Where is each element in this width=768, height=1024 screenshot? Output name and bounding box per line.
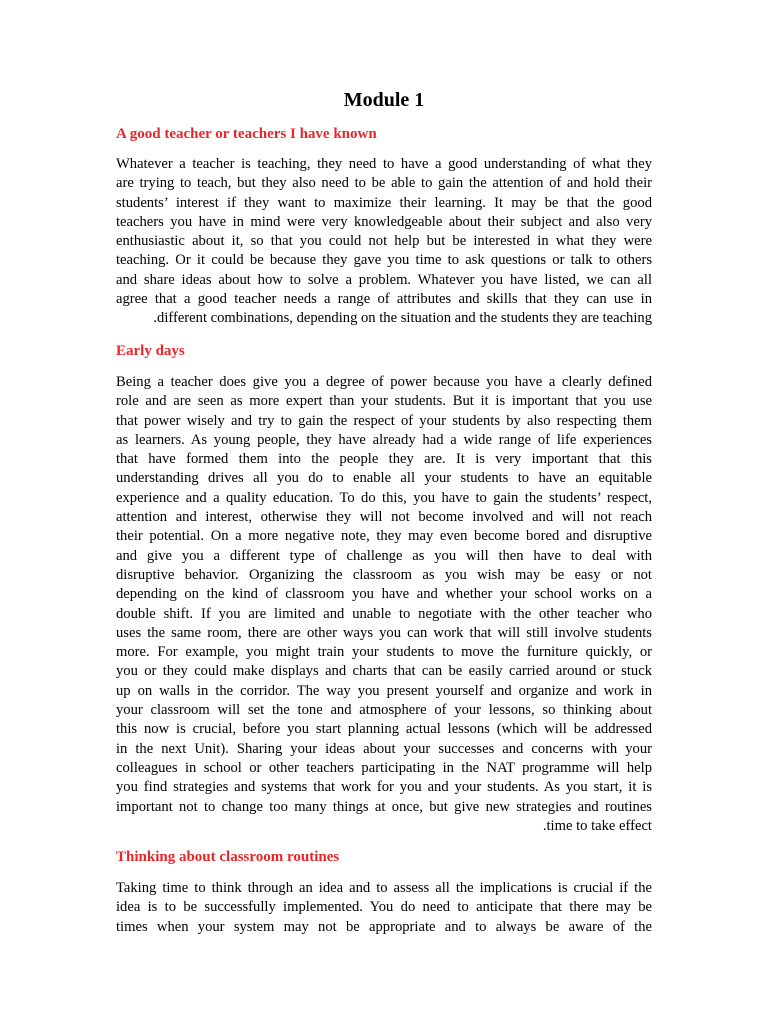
- module-title: Module 1: [343, 89, 425, 111]
- paragraph-classroom-routines: [116, 879, 652, 937]
- text-line: .different combinations, depending on the situation and the students they are teaching: [153, 310, 652, 327]
- text-line: as learners. As young people, they have already had a wide range of life experiences: [116, 431, 652, 448]
- text-line: up on walls in the corridor. The way you present yourself and organize and work in: [116, 682, 652, 699]
- text-line: that power wisely and try to gain the respect of your students by also respecting them: [116, 412, 652, 429]
- text-line: colleagues in school or other teachers participating in the NAT programme will help: [116, 759, 652, 776]
- text-line: you or they could make displays and charts that can be easily carried around or stuck: [116, 663, 652, 680]
- heading-classroom-routines: Thinking about classroom routines: [116, 849, 340, 865]
- paragraph-early-days: [116, 373, 652, 836]
- text-line: important not to change too many things at once, but give new strategies and routines: [116, 798, 652, 815]
- text-line: teachers you have in mind were very knowledgeable about their subject and also very: [116, 213, 652, 230]
- text-line: your classroom will set the tone and atmosphere of your lessons, so thinking about: [116, 702, 652, 719]
- text-line: uses the same room, there are other ways you can work that will still involve students: [116, 624, 652, 641]
- text-line: that have formed them into the people they are. It is very important that this: [116, 451, 652, 468]
- text-line: experience and a quality education. To do this, you have to gain the students’ respect,: [116, 489, 652, 506]
- heading-early-days: Early days: [116, 343, 185, 359]
- text-line: in the next Unit). Sharing your ideas about your successes and concerns with your: [116, 740, 652, 757]
- text-line: are trying to teach, but they also need to be able to gain the attention of and hold their: [116, 175, 652, 192]
- heading-good-teacher: A good teacher or teachers I have known: [116, 126, 377, 142]
- text-line: double shift. If you are limited and unable to negotiate with the other teacher who: [116, 605, 652, 622]
- text-line: Whatever a teacher is teaching, they need to have a good understanding of what they: [116, 156, 652, 172]
- text-line: depending on the kind of classroom you have and whether your school works on a: [116, 586, 652, 603]
- text-line: .time to take effect: [542, 817, 652, 834]
- text-line: their potential. On a more negative note, they may even become bored and disruptive: [116, 528, 652, 545]
- text-line: this now is crucial, before you start planning actual lessons (which will be addressed: [116, 721, 652, 738]
- text-line: disruptive behavior. Organizing the classroom as you wish may be easy or not: [116, 566, 652, 583]
- text-line: and share ideas about how to solve a problem. Whatever you have listed, we can all: [116, 271, 652, 288]
- text-line: Taking time to think through an idea and to assess all the implications is crucial if the: [116, 880, 652, 896]
- text-line: idea is to be successfully implemented. You do need to anticipate that there may be: [116, 899, 652, 916]
- text-line: understanding drives all you do to enable all your students to have an equitable: [116, 470, 652, 487]
- text-line: more. For example, you might train your students to move the furniture quickly, or: [116, 644, 652, 661]
- text-line: and give you a different type of challenge as you will then have to deal with: [116, 547, 652, 564]
- text-line: Being a teacher does give you a degree of power because you have a clearly defined: [116, 374, 652, 390]
- text-line: enthusiastic about it, so that you could not help but be interested in what they were: [116, 233, 652, 250]
- text-line: students’ interest if they want to maximize their learning. It may be that the good: [116, 194, 652, 211]
- text-line: you find strategies and systems that work for you and your students. As you start, it is: [116, 779, 652, 796]
- text-line: agree that a good teacher needs a range of attributes and skills that they can use in: [116, 291, 652, 308]
- text-line: attention and interest, otherwise they will not become involved and will not reach: [116, 509, 652, 526]
- paragraph-good-teacher: [116, 155, 652, 329]
- text-line: times when your system may not be appropriate and to always be aware of the: [116, 918, 652, 935]
- text-line: role and are seen as more expert than your students. But it is important that you use: [116, 393, 652, 410]
- text-line: teaching. Or it could be because they gave you time to ask questions or talk to others: [116, 252, 652, 269]
